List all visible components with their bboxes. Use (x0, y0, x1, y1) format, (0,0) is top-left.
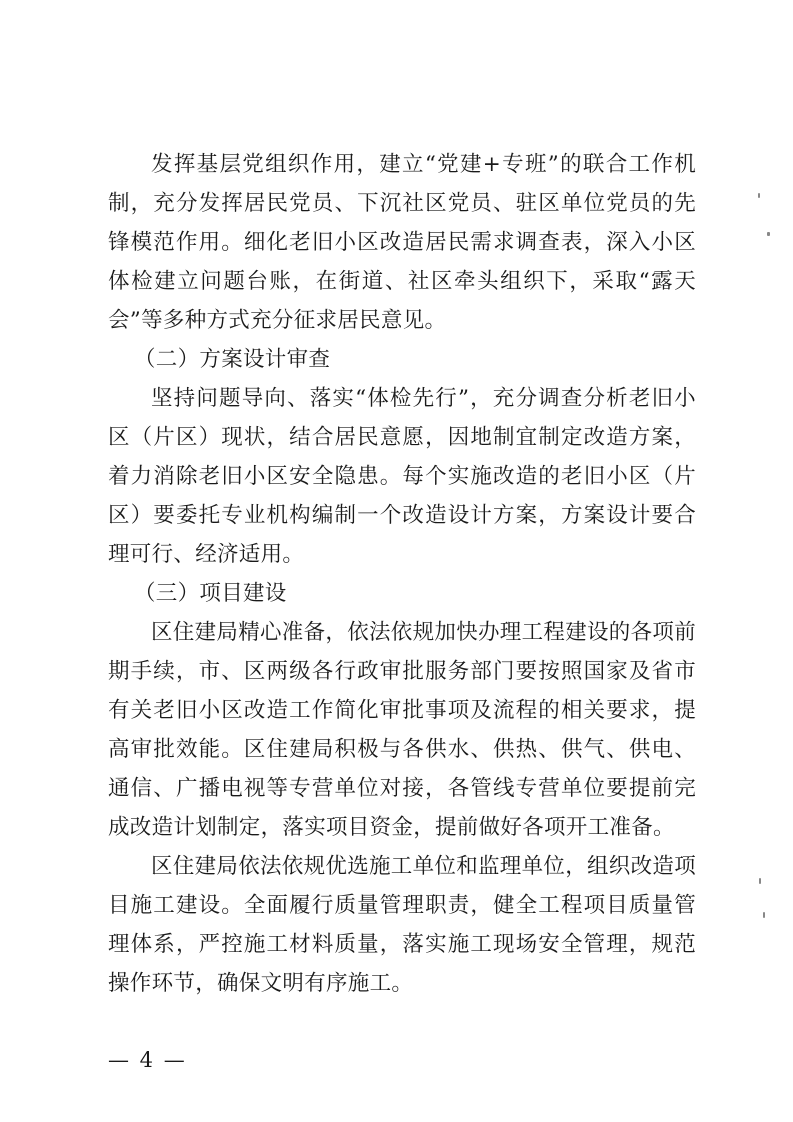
paragraph-party-mechanism: 发挥基层党组织作用，建立“党建+专班”的联合工作机制，充分发挥居民党员、下沉社区党员、驻区单位党员的先锋模范作用。细化老旧小区改造居民需求调查表，深入小区体检建立问题台账，在街道、社区牵头组织下，采取“露天会”等多种方式充分征求居民意见。 (108, 152, 696, 333)
document-body (108, 145, 696, 1003)
scan-speck (758, 193, 760, 198)
paragraph-plan-review: 坚持问题导向、落实“体检先行”，充分调查分析老旧小区（片区）现状，结合居民意愿，因地制宜制定改造方案，着力消除老旧小区安全隐患。每个实施改造的老旧小区（片区）要委托专业机构编制一个改造设计方案，方案设计要合理可行、经济适用。 (108, 386, 696, 567)
scan-speck (759, 878, 761, 884)
section-heading-project-construction: （三）项目建设 (134, 581, 287, 606)
paragraph-preparation: 区住建局精心准备，依法依规加快办理工程建设的各项前期手续，市、区两级各行政审批服务部门要按照国家及省市有关老旧小区改造工作简化审批事项及流程的相关要求，提高审批效能。区住建局积极与各供水、供热、供气、供电、通信、广播电视等专营单位对接，各管线专营单位要提前完成改造计划制定，落实项目资金，提前做好各项开工准备。 (108, 620, 697, 840)
scan-speck (767, 232, 770, 236)
section-heading-plan-review: （二）方案设计审查 (134, 347, 331, 372)
scan-speck (763, 912, 765, 918)
page-number: — 4 — (108, 1048, 187, 1072)
paragraph-construction: 区住建局依法依规优选施工单位和监理单位，组织改造项目施工建设。全面履行质量管理职责，健全工程项目质量管理体系，严控施工材料质量，落实施工现场安全管理，规范操作环节，确保文明有序施工。 (108, 854, 697, 996)
